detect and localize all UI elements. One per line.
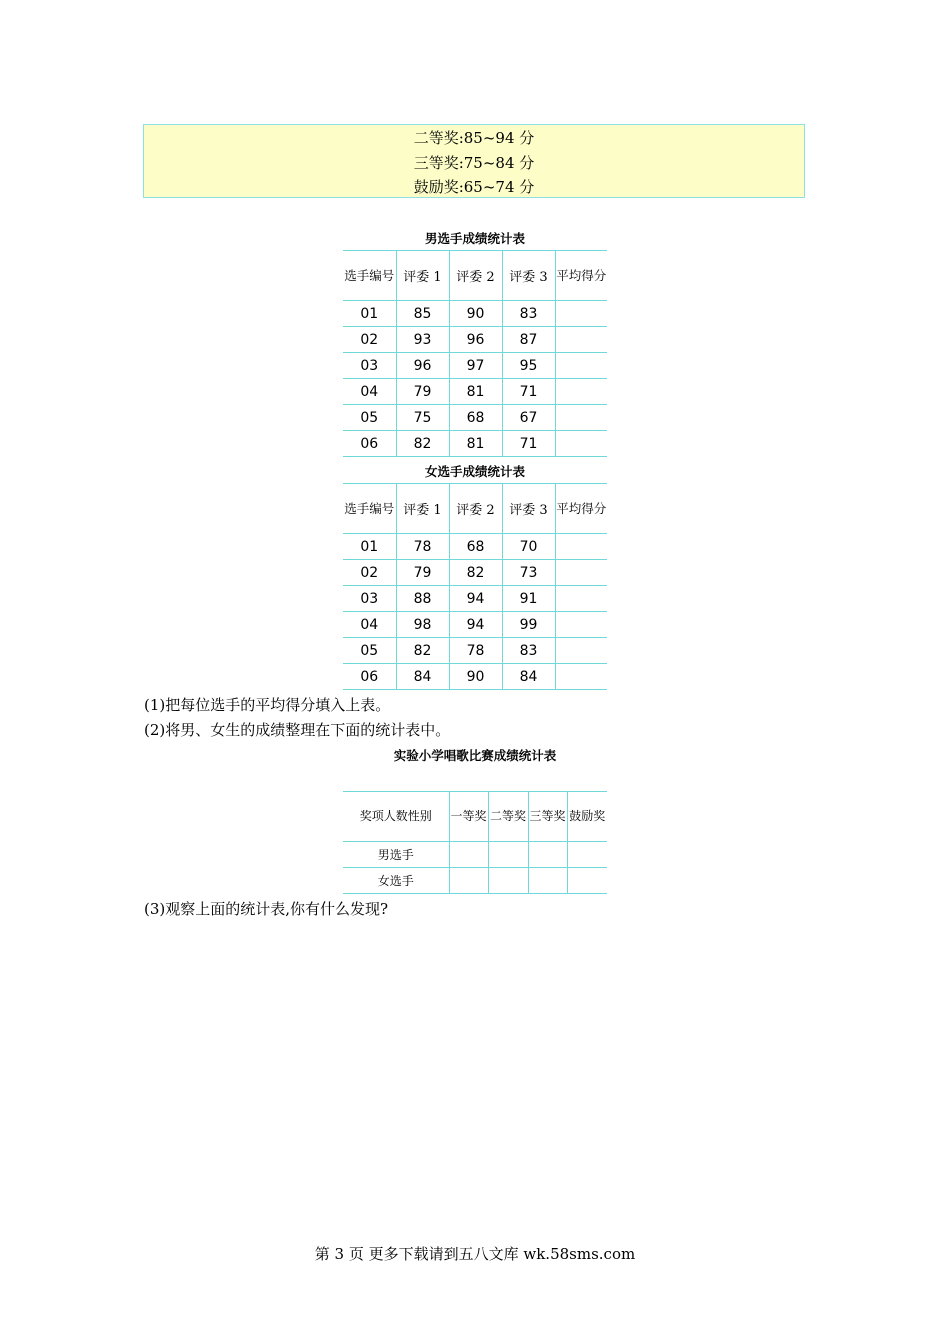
table-cell xyxy=(555,353,607,379)
question-1: (1)把每位选手的平均得分填入上表。 xyxy=(144,696,391,714)
table-cell xyxy=(449,842,488,868)
prize-line: 三等奖:75~84 分 xyxy=(413,153,535,172)
table-cell xyxy=(528,868,567,894)
table-cell: 06 xyxy=(343,664,396,690)
table-cell: 93 xyxy=(396,327,449,353)
header-cell: 选手编号 xyxy=(343,484,396,534)
header-cell: 评委 1 xyxy=(396,251,449,301)
table-row xyxy=(343,868,607,894)
table-cell xyxy=(555,431,607,457)
table-cell: 85 xyxy=(396,301,449,327)
header-cell: 三等奖 xyxy=(528,792,567,842)
table-cell: 82 xyxy=(396,638,449,664)
table-cell xyxy=(567,868,607,894)
table-cell: 03 xyxy=(343,353,396,379)
table-cell: 78 xyxy=(449,638,502,664)
table-row xyxy=(343,560,607,586)
table-cell: 05 xyxy=(343,405,396,431)
table-cell: 82 xyxy=(396,431,449,457)
header-cell: 评委 3 xyxy=(502,251,555,301)
table-cell xyxy=(555,534,607,560)
header-cell: 二等奖 xyxy=(488,792,528,842)
table-cell: 84 xyxy=(502,664,555,690)
table-row xyxy=(343,842,607,868)
header-cell: 选手编号 xyxy=(343,251,396,301)
table-cell: 81 xyxy=(449,379,502,405)
header-cell: 评委 3 xyxy=(502,484,555,534)
table-cell: 94 xyxy=(449,612,502,638)
prize-criteria-box xyxy=(143,124,805,198)
header-cell: 一等奖 xyxy=(449,792,488,842)
table-row xyxy=(343,379,607,405)
male-score-table xyxy=(343,250,607,457)
header-cell: 评委 2 xyxy=(449,251,502,301)
female-table-title: 女选手成绩统计表 xyxy=(424,464,525,479)
table-cell: 71 xyxy=(502,431,555,457)
table-cell xyxy=(555,638,607,664)
prize-line: 二等奖:85~94 分 xyxy=(413,129,535,147)
table-cell: 04 xyxy=(343,612,396,638)
prize-line: 鼓励奖:65~74 分 xyxy=(413,178,535,196)
table-cell xyxy=(555,612,607,638)
table-cell: 83 xyxy=(502,301,555,327)
question-2: (2)将男、女生的成绩整理在下面的统计表中。 xyxy=(144,721,451,739)
table-row xyxy=(343,405,607,431)
award-count-table xyxy=(343,791,607,894)
table-cell xyxy=(555,664,607,690)
table-cell: 女选手 xyxy=(343,868,449,894)
table-cell xyxy=(488,842,528,868)
header-cell: 评委 1 xyxy=(396,484,449,534)
table-row xyxy=(343,353,607,379)
table-cell: 75 xyxy=(396,405,449,431)
table-cell: 68 xyxy=(449,405,502,431)
table-cell: 03 xyxy=(343,586,396,612)
table-cell: 01 xyxy=(343,301,396,327)
table-cell xyxy=(555,327,607,353)
table-cell: 02 xyxy=(343,327,396,353)
table-cell: 81 xyxy=(449,431,502,457)
table-cell xyxy=(555,586,607,612)
table-row xyxy=(343,638,607,664)
table-cell: 88 xyxy=(396,586,449,612)
table-cell: 02 xyxy=(343,560,396,586)
table-row xyxy=(343,586,607,612)
table-row xyxy=(343,431,607,457)
table-cell: 94 xyxy=(449,586,502,612)
table-cell: 01 xyxy=(343,534,396,560)
header-cell: 奖项人数性别 xyxy=(343,792,449,842)
table-cell: 79 xyxy=(396,560,449,586)
table-row xyxy=(343,612,607,638)
header-cell: 评委 2 xyxy=(449,484,502,534)
table-cell xyxy=(555,379,607,405)
table-cell: 67 xyxy=(502,405,555,431)
female-score-table xyxy=(343,483,607,690)
table-cell: 男选手 xyxy=(343,842,449,868)
table-cell: 06 xyxy=(343,431,396,457)
table-row xyxy=(343,534,607,560)
table-cell xyxy=(449,868,488,894)
table-cell: 68 xyxy=(449,534,502,560)
table-cell: 79 xyxy=(396,379,449,405)
table-cell: 91 xyxy=(502,586,555,612)
table-cell: 84 xyxy=(396,664,449,690)
table-cell: 83 xyxy=(502,638,555,664)
table-cell: 78 xyxy=(396,534,449,560)
table-cell xyxy=(555,301,607,327)
table-cell: 71 xyxy=(502,379,555,405)
table-row xyxy=(343,664,607,690)
table-cell: 98 xyxy=(396,612,449,638)
table-cell: 97 xyxy=(449,353,502,379)
table-cell xyxy=(488,868,528,894)
table-cell: 73 xyxy=(502,560,555,586)
table-cell: 95 xyxy=(502,353,555,379)
table-row xyxy=(343,327,607,353)
table-cell: 87 xyxy=(502,327,555,353)
male-table-title: 男选手成绩统计表 xyxy=(424,231,525,246)
table-cell: 96 xyxy=(449,327,502,353)
question-3: (3)观察上面的统计表,你有什么发现? xyxy=(144,900,389,918)
table-cell xyxy=(555,405,607,431)
header-cell: 鼓励奖 xyxy=(567,792,607,842)
table-cell: 04 xyxy=(343,379,396,405)
table-cell: 70 xyxy=(502,534,555,560)
table-cell xyxy=(555,560,607,586)
table-cell: 90 xyxy=(449,301,502,327)
table-row xyxy=(343,301,607,327)
table-cell xyxy=(567,842,607,868)
table-cell: 82 xyxy=(449,560,502,586)
header-cell: 平均得分 xyxy=(555,484,607,534)
page-footer: 第 3 页 更多下载请到五八文库 wk.58sms.com xyxy=(314,1245,636,1263)
table-cell: 96 xyxy=(396,353,449,379)
award-table-title: 实验小学唱歌比赛成绩统计表 xyxy=(393,748,557,763)
table-cell: 99 xyxy=(502,612,555,638)
table-cell xyxy=(528,842,567,868)
table-cell: 05 xyxy=(343,638,396,664)
table-cell: 90 xyxy=(449,664,502,690)
header-cell: 平均得分 xyxy=(555,251,607,301)
